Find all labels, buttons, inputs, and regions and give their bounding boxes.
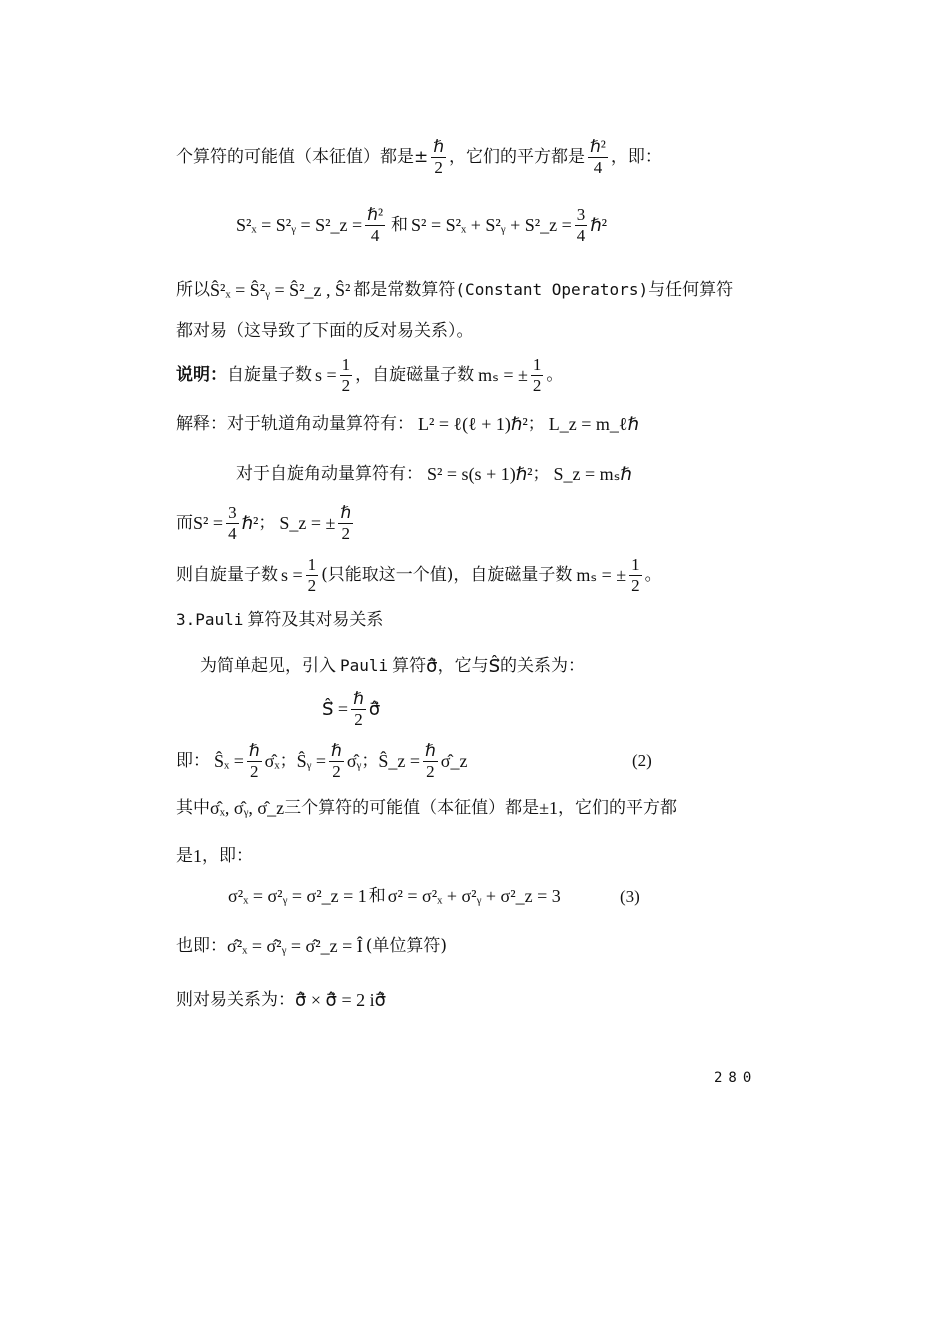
- text-line-18: [176, 986, 386, 1014]
- line15-prefix: 是: [176, 845, 193, 866]
- line3-mono: (Constant Operators): [455, 280, 649, 299]
- line14-text-b: ，它们的平方都: [557, 797, 677, 818]
- line9-text-a: 则自旋量子数: [176, 564, 278, 585]
- line5-end: 。: [546, 364, 564, 385]
- fraction-hbar-over-2: $\frac{\text{ℏ}}{2}$: [433, 136, 445, 177]
- line11-text-c: ，它与: [437, 655, 489, 676]
- equation-number-3: (3): [620, 886, 640, 906]
- eq13-sep2: ；: [361, 750, 379, 771]
- line1-text-c: ，即：: [610, 146, 662, 167]
- line5-m2: mₛ = ±: [478, 365, 528, 385]
- explanation-label: 说明：: [176, 364, 227, 385]
- line7-m1: S² = s(s + 1)ℏ²: [427, 464, 533, 484]
- eq13-m1: Ŝₓ =: [214, 751, 244, 771]
- eq12-frac: $\frac{\text{ℏ}}{2}$: [353, 688, 364, 729]
- line8-m2: S_z = ±: [279, 513, 336, 533]
- line1-text-a: 个算符的可能值（本征值）都是±: [176, 146, 429, 167]
- line5-text-a: 自旋量子数: [227, 364, 312, 385]
- line17-text: (单位算符): [365, 935, 447, 956]
- eq16-mid: 和: [368, 885, 386, 906]
- equation-2: [176, 738, 467, 784]
- line11-text-d: 的关系为：: [500, 655, 586, 676]
- line7-sep: ；: [532, 463, 550, 484]
- line5-frac2: $\frac{1}{2}$: [532, 354, 542, 395]
- line3-text: 都是常数算符: [353, 279, 456, 300]
- eq13-f2: $\frac{\text{ℏ}}{2}$: [331, 740, 342, 781]
- section-title: 算符及其对易关系: [247, 609, 384, 630]
- line8-frac2: $\frac{\text{ℏ}}{2}$: [340, 502, 352, 543]
- line3-prefix: 所以: [176, 279, 210, 300]
- text-line-6: [176, 410, 639, 438]
- text-line-4: [176, 318, 474, 344]
- line5-frac1: $\frac{1}{2}$: [341, 354, 351, 395]
- text-line-3: [176, 276, 733, 304]
- eq2-lhs: S²ₓ = S²ᵧ = S²_z =: [236, 215, 363, 235]
- eq2-rhs: S² = S²ₓ + S²ᵧ + S²_z =: [411, 215, 572, 235]
- eq2-tail: ℏ²: [590, 215, 608, 235]
- line9-frac1: $\frac{1}{2}$: [307, 554, 317, 595]
- eq16-lhs: σ²ₓ = σ²ᵧ = σ²_z = 1: [228, 886, 367, 906]
- line9-m1: s =: [281, 565, 303, 585]
- line6-text: 解释：对于轨道角动量算符有：: [176, 413, 414, 434]
- eq13-m3: Ŝ_z =: [378, 751, 420, 771]
- line4-text: 都对易（这导致了下面的反对易关系）。: [176, 320, 474, 341]
- line8-sep: ；: [258, 512, 276, 533]
- eq2-mid: 和: [391, 214, 409, 235]
- line15-text: ，即：: [202, 845, 253, 866]
- line11-text-a: 为简单起见，引入: [200, 655, 336, 676]
- equation-spin-squares: [236, 202, 607, 248]
- equation-s-sigma: [322, 686, 380, 732]
- eq12-rhs: σ̂⃗: [368, 699, 381, 719]
- section-number: 3.Pauli: [176, 610, 244, 629]
- line7-m2: S_z = mₛℏ: [553, 464, 632, 484]
- eq13-m2: Ŝᵧ =: [296, 751, 327, 771]
- line3-end: 与任何算符: [648, 279, 734, 300]
- page-number: 280: [714, 1070, 758, 1086]
- text-line-17: [176, 932, 447, 960]
- line6-m2: L_z = m_ℓℏ: [548, 414, 639, 434]
- equation-number-2: (2): [632, 750, 652, 770]
- text-line-11: [200, 652, 585, 680]
- line14-text-a: 三个算符的可能值（本征值）都是: [284, 797, 540, 818]
- text-line-5: [176, 352, 563, 398]
- equation-3: [228, 882, 561, 910]
- line8-m1: S² =: [193, 513, 224, 533]
- eq2-frac1: $\frac{\text{ℏ²}}{4}$: [367, 204, 384, 245]
- line18-math: σ̂⃗ × σ̂⃗ = 2 iσ̂⃗: [295, 990, 387, 1010]
- eq13-m2b: σ̂ᵧ: [346, 751, 362, 771]
- section-heading: [176, 608, 383, 632]
- eq13-f1: $\frac{\text{ℏ}}{2}$: [248, 740, 260, 781]
- line6-sep: ；: [527, 413, 545, 434]
- line5-m1: s =: [315, 365, 337, 385]
- line14-math: σ̂ₓ, σ̂ᵧ, σ̂_z: [210, 798, 285, 818]
- line5-text-b: ，自旋磁量子数: [355, 364, 475, 385]
- line9-end: 。: [644, 564, 662, 585]
- eq12-lhs: Ŝ⃗ =: [322, 699, 349, 719]
- sigma-vector: σ̂⃗: [426, 656, 438, 676]
- line14-prefix: 其中: [176, 797, 210, 818]
- s-vector: Ŝ⃗: [488, 656, 501, 676]
- eq16-rhs: σ² = σ²ₓ + σ²ᵧ + σ²_z = 3: [387, 886, 561, 906]
- line14-val: ±1: [539, 798, 558, 818]
- text-line-14: [176, 794, 677, 822]
- text-line-15: [176, 842, 253, 870]
- eq13-f3: $\frac{\text{ℏ}}{2}$: [424, 740, 436, 781]
- line17-math: σ̂²ₓ = σ̂²ᵧ = σ̂²_z = Î: [227, 936, 363, 956]
- text-line-7: [236, 460, 632, 488]
- text-line-9: [176, 552, 662, 598]
- eq13-m1b: σ̂ₓ: [264, 751, 280, 771]
- line17-prefix: 也即：: [176, 935, 227, 956]
- line15-val: 1: [193, 846, 202, 866]
- eq2-frac2: $\frac{3}{4}$: [576, 204, 586, 245]
- line9-text-b: (只能取这一个值)，自旋磁量子数: [321, 564, 573, 585]
- line9-m2: mₛ = ±: [576, 565, 627, 585]
- line11-mono: Pauli: [340, 656, 389, 675]
- line1-text-b: ，它们的平方都是: [449, 146, 586, 167]
- line8-frac1: $\frac{3}{4}$: [228, 502, 237, 543]
- line6-m1: L² = ℓ(ℓ + 1)ℏ²: [418, 414, 528, 434]
- line13-prefix: 即：: [176, 750, 210, 771]
- line18-prefix: 则对易关系为：: [176, 989, 295, 1010]
- text-line-8: [176, 500, 356, 546]
- eq13-m3b: σ̂_z: [440, 751, 468, 771]
- line9-frac2: $\frac{1}{2}$: [631, 554, 640, 595]
- eq13-sep1: ；: [279, 750, 297, 771]
- text-line-1: [176, 134, 662, 180]
- line3-math: Ŝ²ₓ = Ŝ²ᵧ = Ŝ²_z , Ŝ²: [210, 280, 351, 300]
- line11-text-b: 算符: [392, 655, 427, 676]
- fraction-hbar-sq-over-4: $\frac{\text{ℏ²}}{4}$: [590, 136, 606, 177]
- line8-m1b: ℏ²: [241, 513, 259, 533]
- line8-prefix: 而: [176, 512, 193, 533]
- line7-text: 对于自旋角动量算符有：: [236, 463, 423, 484]
